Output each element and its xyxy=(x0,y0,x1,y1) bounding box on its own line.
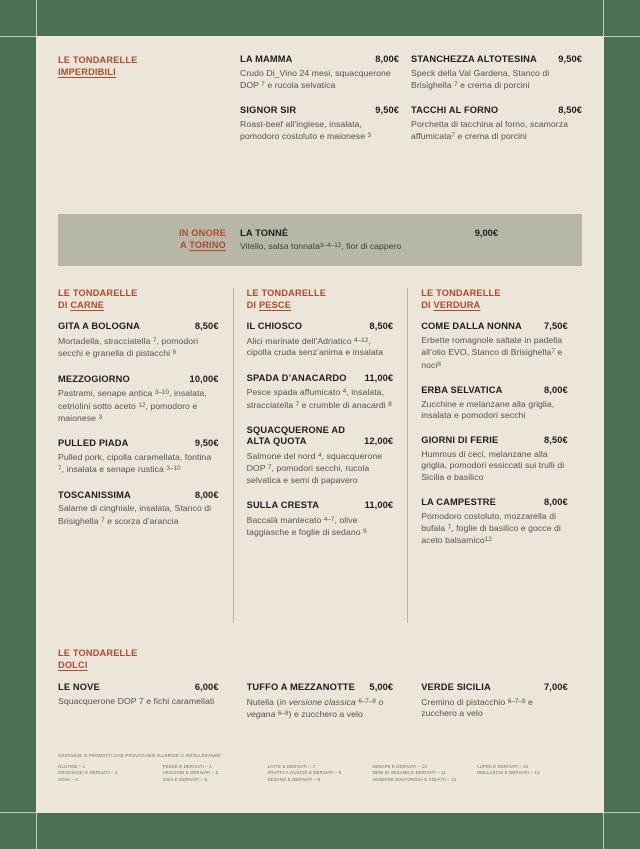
menu-item xyxy=(421,321,568,371)
menu-item xyxy=(240,105,399,142)
item-description: Porchetta di tacchina al forno, scamorza affumicata$^7$ e crema di porcini xyxy=(411,118,569,142)
item-name: STANCHEZZA ALTOTESINA xyxy=(411,54,537,64)
item-description: Speck della Val Gardena, Stanco di Brisighella $^7$ e crema di porcini xyxy=(411,67,550,90)
allergen-entry: SENAPE E DERIVATI – 10 xyxy=(372,764,427,769)
menu-item xyxy=(58,682,219,707)
allergen-entry: CROSTACEI E DERIVATI – 2 xyxy=(58,770,118,776)
menu-item xyxy=(58,490,219,527)
item-name: VERDE SICILIA xyxy=(421,682,491,693)
category-line1: LE TONDARELLE xyxy=(58,55,138,65)
category-line2-prefix: DI xyxy=(58,299,71,310)
allergen-entry: LUPINI E DERIVATI – 13 xyxy=(477,764,529,769)
imperdibili-column-a xyxy=(240,54,411,153)
allergen-entry: ANIDRIDE SOLFOROSA E SOLFITI – 12 xyxy=(372,776,457,782)
item-price: 7,00€ xyxy=(544,682,568,693)
category-imperdibili xyxy=(58,54,240,153)
menu-item xyxy=(421,682,568,719)
item-name: GITA A BOLOGNA xyxy=(58,321,140,332)
category-line2: VERDURA xyxy=(433,299,481,310)
item-description: Nutella (in versione classica $^{6-7-8}$ o vegana $^{6-8}$) e zucchero a velo xyxy=(246,696,384,720)
item-name: GIORNI DI FERIE xyxy=(421,435,499,446)
allergen-column-3 xyxy=(268,764,373,783)
allergen-column-4 xyxy=(372,764,477,783)
item-description: Roast-beef all’inglese, insalata, pomodoro costoluto e maionese $^3$ xyxy=(240,118,372,142)
band-category-line2-prefix: A xyxy=(179,240,190,250)
category-carne xyxy=(58,288,219,311)
menu-item xyxy=(421,497,568,547)
item-description: Squacquerone DOP 7 e fichi caramellati xyxy=(58,695,215,706)
item-price: 8,50€ xyxy=(194,321,219,332)
item-price: 9,00€ xyxy=(474,227,498,238)
item-name: SPADA D’ANACARDO xyxy=(246,372,347,383)
allergen-entry: ARACHIDI E DERIVATI – 5 xyxy=(162,770,219,776)
column-carne xyxy=(58,288,233,557)
category-pesce xyxy=(247,288,394,311)
item-description: Cremino di pistacchio $^{6-7-8}$ e zucchero a velo xyxy=(421,696,533,719)
menu-item xyxy=(421,385,568,421)
section-imperdibili xyxy=(58,54,582,153)
crop-mark-bottom-left-h xyxy=(0,812,36,813)
menu-item xyxy=(421,435,568,483)
menu-item xyxy=(58,374,219,425)
item-name: SULLA CRESTA xyxy=(246,500,320,511)
menu-item xyxy=(58,438,219,475)
crop-mark-bottom-right-h xyxy=(604,812,640,813)
item-price: 8,00€ xyxy=(544,385,568,395)
item-price: 6,00€ xyxy=(194,682,219,693)
allergen-entry: UOVA – 3 xyxy=(58,776,78,782)
item-name: PULLED PIADA xyxy=(58,438,129,449)
dolci-column-3 xyxy=(407,682,582,730)
category-line2: DOLCI xyxy=(58,659,88,670)
menu-item xyxy=(240,54,399,91)
item-name: TOSCANISSIMA xyxy=(58,489,131,500)
dolci-column-2 xyxy=(233,682,408,730)
category-line1: LE TONDARELLE xyxy=(58,288,138,298)
item-description: Vitello, salsa tonnata$^{3-4-12}$, fior di cappero xyxy=(240,240,402,251)
allergen-entry: SOIA E DERIVATI – 6 xyxy=(162,776,208,782)
item-price: 8,50€ xyxy=(558,105,582,116)
crop-mark-bottom-right-v xyxy=(603,813,604,849)
item-price: 9,50€ xyxy=(558,54,582,64)
allergen-entry: MOLLUSCHI E DERIVATI – 14 xyxy=(477,770,540,776)
item-price: 5,00€ xyxy=(369,682,394,693)
item-description: Pastrami, senape antica $^{3-10}$, insalata, cetriolini sotto aceto $^{12}$, pomodoro e maionese $^3$ xyxy=(58,388,207,424)
menu-item xyxy=(58,321,219,359)
category-line2: CARNE xyxy=(70,299,105,310)
item-description: Salmone del nord $^4$, squacquerone DOP $^7$, pomodori secchi, rucola selvatica e semi di papavero xyxy=(246,451,383,485)
item-price: 8,00€ xyxy=(544,497,568,508)
crop-mark-top-left-v xyxy=(36,0,37,36)
dolci-column-1 xyxy=(58,682,233,730)
item-name: LA MAMMA xyxy=(240,54,293,64)
menu-item xyxy=(247,682,394,720)
item-description: Erbette romagnole saltate in padella all’olio EVO, Stanco di Brisighella$^7$ e noci$^8$ xyxy=(421,334,563,370)
allergen-entry: SEDANO E DERIVATI – 9 xyxy=(267,776,321,782)
category-verdura xyxy=(421,288,568,311)
item-description: Alici marinate dell'Adriatico $^{4-12}$, cipolla cruda senz’anima e insalata xyxy=(246,335,384,358)
item-name: LA TONNÈ xyxy=(240,227,289,238)
item-name: LE NOVE xyxy=(58,682,100,693)
item-price: 10,00€ xyxy=(189,373,219,384)
item-name: TACCHI AL FORNO xyxy=(411,105,499,116)
menu-columns xyxy=(58,288,582,557)
band-category-line1: IN ONORE xyxy=(178,228,226,239)
item-name: SIGNOR SIR xyxy=(240,105,297,116)
allergen-entry: SEMI DI SESAMO E DERIVATI – 11 xyxy=(372,770,446,776)
item-description: Zucchine e melanzane alla griglia, insalata e pomodori secchi xyxy=(421,398,555,420)
allergen-legend xyxy=(58,753,582,783)
category-label xyxy=(58,55,240,78)
category-line1: LE TONDARELLE xyxy=(421,288,501,298)
item-description: Hummus di ceci, melanzane alla griglia, pomodori essiccati sui trulli di Sicilia e basilico xyxy=(421,448,565,482)
crop-mark-top-right-v xyxy=(603,0,604,36)
item-price: 8,50€ xyxy=(369,321,394,332)
item-description: Mortadella, stracciatella $^7$, pomodori secchi e granella di pistacchi $^8$ xyxy=(58,335,199,359)
category-line2: PESCE xyxy=(258,299,292,310)
category-line1: LE TONDARELLE xyxy=(246,288,327,298)
item-description: Pomodoro costoluto, mozzarella di bufala $^7$, foglie di basilico e gocce di aceto balsamico$^{12}$ xyxy=(421,510,561,546)
allergen-entry: LATTE E DERIVATI – 7 xyxy=(267,764,316,769)
column-pesce xyxy=(233,288,408,557)
category-line1: LE TONDARELLE xyxy=(58,648,138,658)
allergen-title: SOSTANZE O PRODOTTI CHE PROVOCANO ALLERGIE O INTOLLERANZE: xyxy=(58,753,222,758)
menu-item xyxy=(247,373,394,411)
item-price: 9,50€ xyxy=(194,438,219,449)
category-line2-prefix: DI xyxy=(421,299,434,310)
item-name: ERBA SELVATICA xyxy=(421,385,503,395)
imperdibili-column-b xyxy=(411,54,582,153)
item-name: IL CHIOSCO xyxy=(246,321,303,332)
allergen-entry: GLUTINE – 1 xyxy=(58,764,86,769)
item-description: Crudo Di_Vino 24 mesi, squacquerone DOP $^7$ e rucola selvatica xyxy=(240,67,391,90)
allergen-entry: PESCE E DERIVATI – 4 xyxy=(162,764,212,769)
category-line2-prefix: DI xyxy=(246,299,259,310)
item-description: Pesce spada affumicato $^4$, insalata, stracciatella $^7$ e crumble di anacardi $^8$ xyxy=(246,387,392,410)
crop-mark-bottom-left-v xyxy=(36,813,37,849)
band-item xyxy=(240,228,582,252)
allergen-column-5 xyxy=(477,764,582,783)
section-dolci xyxy=(58,648,582,731)
item-price: 11,00€ xyxy=(364,500,394,511)
item-name: MEZZOGIORNO xyxy=(58,373,130,384)
crop-mark-top-left-h xyxy=(0,36,36,37)
menu-item xyxy=(247,321,394,358)
crop-mark-top-right-h xyxy=(604,36,640,37)
item-description: Salame di cinghiale, insalata, Stanco di Brisighella $^7$ e scorza d’arancia xyxy=(58,503,212,526)
band-category-line2: TORINO xyxy=(189,240,226,250)
band-category xyxy=(58,228,240,251)
item-price: 9,50€ xyxy=(375,105,399,116)
item-price: 11,00€ xyxy=(364,372,394,383)
item-price: 7,50€ xyxy=(544,321,568,332)
item-name: TUFFO A MEZZANOTTE xyxy=(246,682,355,693)
item-description: Baccalà mantecato $^{4-7}$, olive taggiasche e foglie di sedano $^9$ xyxy=(246,514,367,538)
item-description: Pulled pork, cipolla caramellata, fontina $^7$, insalata e senape rustica $^{3-10}$ xyxy=(58,451,212,475)
menu-page xyxy=(36,36,604,813)
menu-item xyxy=(411,54,582,91)
category-line2: IMPERDIBILI xyxy=(58,66,116,77)
allergen-column-1 xyxy=(58,764,163,783)
menu-item xyxy=(411,105,582,142)
category-dolci xyxy=(58,648,582,671)
allergen-entry: FRUTTA A GUSCIO E DERIVATI – 8 xyxy=(267,770,342,776)
menu-item xyxy=(247,500,394,538)
allergen-column-2 xyxy=(163,764,268,783)
column-verdura xyxy=(407,288,582,557)
item-price: 8,00€ xyxy=(375,54,399,64)
item-price: 8,50€ xyxy=(544,435,568,446)
item-name: SQUACQUERONE AD ALTA QUOTA xyxy=(246,424,346,447)
item-name: COME DALLA NONNA xyxy=(421,321,522,332)
item-price: 12,00€ xyxy=(364,436,394,447)
item-name: LA CAMPESTRE xyxy=(421,497,496,508)
highlight-band-torino xyxy=(58,214,582,266)
item-price: 8,00€ xyxy=(194,489,219,500)
menu-item xyxy=(247,425,394,486)
